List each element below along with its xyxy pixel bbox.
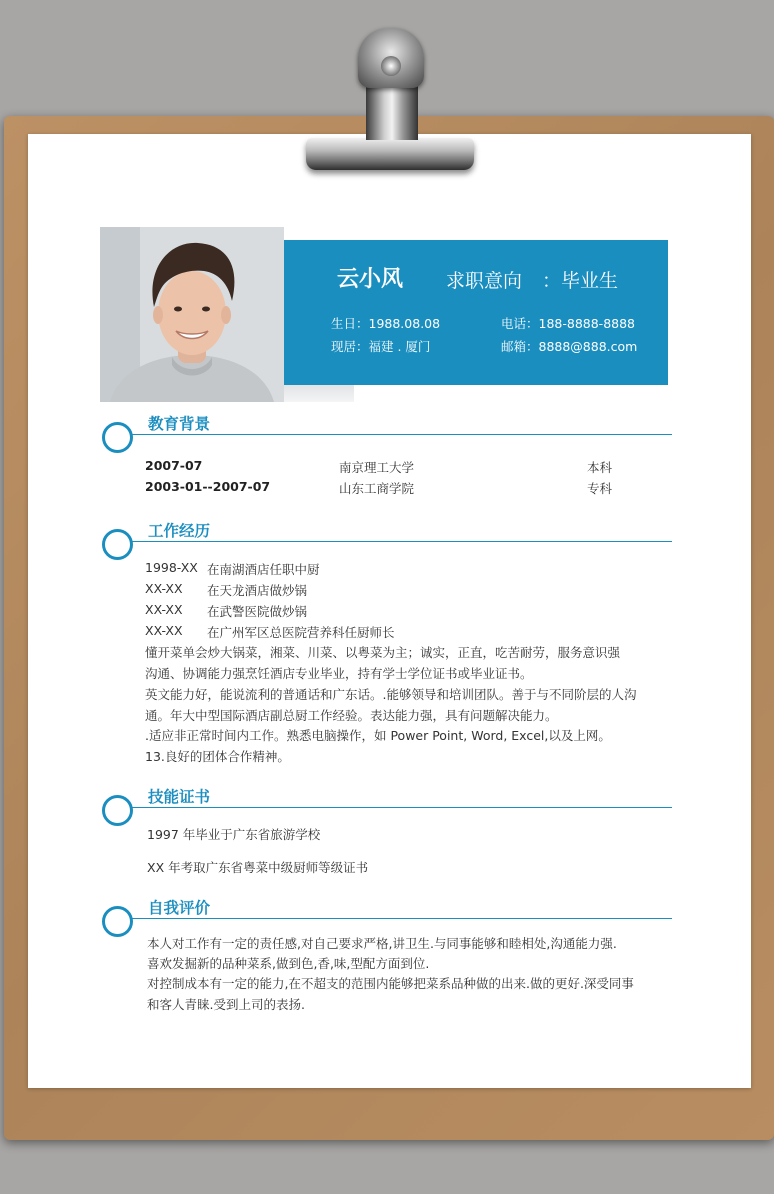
self-text-line: 和客人青睐.受到上司的表扬. xyxy=(147,997,305,1012)
job-desc: 在南湖酒店任职中厨 xyxy=(207,562,320,577)
job-desc: 在武警医院做炒锅 xyxy=(207,604,308,619)
work-text-line: 13.良好的团体合作精神。 xyxy=(145,749,290,764)
section-circle-icon xyxy=(102,529,133,560)
section-divider xyxy=(130,807,672,808)
residence: 现居：福建 . 厦门 xyxy=(331,339,431,354)
clip-hole xyxy=(381,56,401,76)
work-text-line: .适应非正常时间内工作。熟悉电脑操作，如 Power Point, Word, Excel,以及上网。 xyxy=(145,728,611,743)
edu-degree: 专科 xyxy=(587,481,613,496)
candidate-name: 云小风 xyxy=(337,267,404,292)
edu-period: 2007-07 xyxy=(145,458,203,473)
work-text-line: 沟通、协调能力强烹饪酒店专业毕业，持有学士学位证书或毕业证书。 xyxy=(145,666,533,681)
edu-period: 2003-01--2007-07 xyxy=(145,479,271,494)
job-period: XX-XX xyxy=(145,623,183,638)
work-title: 工作经历 xyxy=(148,522,211,540)
self-evaluation-title: 自我评价 xyxy=(148,899,211,917)
work-text-line: 通。年大中型国际酒店副总厨工作经验。表达能力强，具有问题解决能力。 xyxy=(145,708,558,723)
profile-photo xyxy=(100,227,284,402)
email: 邮箱：8888@888.com xyxy=(501,339,638,354)
edu-school: 山东工商学院 xyxy=(339,481,415,496)
self-evaluation-section xyxy=(100,896,672,1016)
section-circle-icon xyxy=(102,422,133,453)
section-circle-icon xyxy=(102,795,133,826)
job-intent-value: ：毕业生 xyxy=(542,270,619,292)
clip-neck xyxy=(366,86,418,140)
edu-degree: 本科 xyxy=(587,460,613,475)
job-desc: 在天龙酒店做炒锅 xyxy=(207,583,308,598)
edu-school: 南京理工大学 xyxy=(339,460,415,475)
work-section xyxy=(100,519,672,769)
header-panel xyxy=(284,240,668,385)
photo-fold xyxy=(284,385,354,402)
job-period: XX-XX xyxy=(145,581,183,596)
education-title: 教育背景 xyxy=(148,415,211,433)
skills-title: 技能证书 xyxy=(148,788,211,806)
work-text-line: 懂开菜单会炒大锅菜，湘菜、川菜、以粤菜为主；诚实，正直，吃苦耐劳，服务意识强 xyxy=(145,645,621,660)
job-desc: 在广州军区总医院营养科任厨师长 xyxy=(207,625,395,640)
phone: 电话：188-8888-8888 xyxy=(501,316,636,331)
self-text-line: 本人对工作有一定的责任感,对自己要求严格,讲卫生.与同事能够和睦相处,沟通能力强. xyxy=(147,936,617,951)
section-circle-icon xyxy=(102,906,133,937)
self-text-line: 喜欢发掘新的品种菜系,做到色,香,味,型配方面到位. xyxy=(147,956,430,971)
job-period: XX-XX xyxy=(145,602,183,617)
section-divider xyxy=(130,918,672,919)
clip-base xyxy=(306,138,474,170)
self-text-line: 对控制成本有一定的能力,在不超支的范围内能够把菜系品种做的出来.做的更好.深受同事 xyxy=(147,976,634,991)
job-intent-label: 求职意向 xyxy=(446,270,523,292)
skills-section xyxy=(100,785,672,880)
birthday: 生日：1988.08.08 xyxy=(331,316,441,331)
job-period: 1998-XX xyxy=(145,560,198,575)
section-divider xyxy=(130,541,672,542)
skill-item: 1997 年毕业于广东省旅游学校 xyxy=(147,827,321,842)
skill-item: XX 年考取广东省粤菜中级厨师等级证书 xyxy=(147,860,369,875)
section-divider xyxy=(130,434,672,435)
education-section xyxy=(100,412,672,502)
work-text-line: 英文能力好，能说流利的普通话和广东话。.能够领导和培训团队。善于与不同阶层的人沟 xyxy=(145,687,637,702)
